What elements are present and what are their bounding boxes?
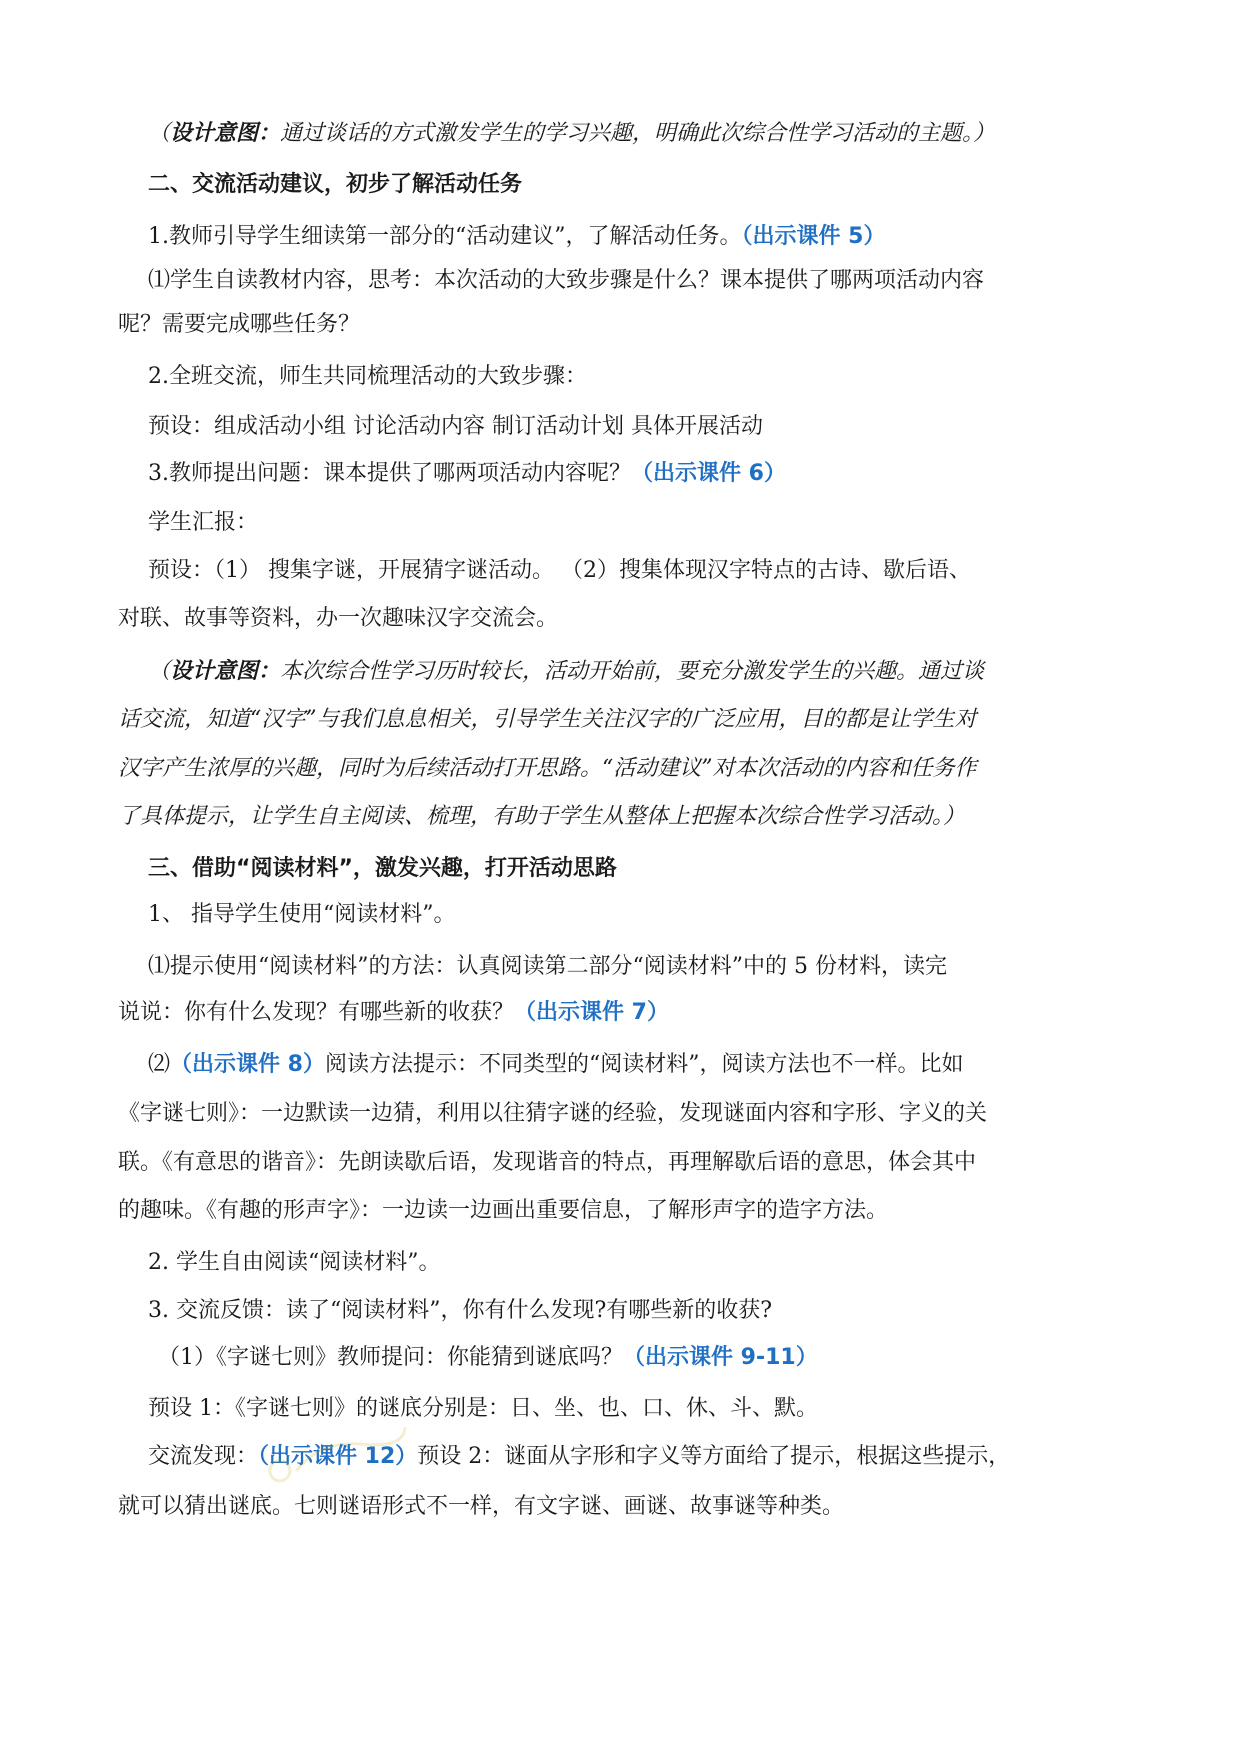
step-text: 交流发现： (148, 1444, 259, 1469)
step-text: 阅读方法提示：不同类型的“阅读材料”，阅读方法也不一样。比如 (324, 1052, 964, 1077)
paren-open: （ (148, 121, 171, 146)
paragraph-line: 预设：（1） 搜集字谜，开展猜字谜活动。 （2）搜集体现汉字特点的古诗、歇后语、 (148, 558, 971, 583)
design-intent-label: 设计意图： (170, 658, 281, 684)
paragraph-line: 联。《有意思的谐音》：先朗读歇后语，发现谐音的特点，再理解歇后语的意思，体会其中 (118, 1150, 977, 1175)
step-text: （1）《字谜七则》教师提问：你能猜到谜底吗？ (158, 1345, 623, 1370)
paragraph-line: 呢？需要完成哪些任务？ (118, 312, 361, 337)
paragraph-line: 学生汇报： (148, 510, 259, 535)
paragraph-line: 话交流，知道“汉字”与我们息息相关，引导学生关注汉字的广泛应用，目的都是让学生对 (118, 707, 977, 732)
section-heading-2: 二、交流活动建议，初步了解活动任务 (148, 172, 523, 197)
paragraph-line: ⑴学生自读教材内容，思考：本次活动的大致步骤是什么？课本提供了哪两项活动内容 (148, 268, 985, 293)
paragraph-line (148, 222, 885, 252)
paragraph-line: 2. 学生自由阅读“阅读材料”。 (148, 1250, 441, 1275)
design-intent-2 (148, 656, 984, 687)
paragraph-line: 2.全班交流，师生共同梳理活动的大致步骤： (148, 364, 587, 389)
step-text: 说说：你有什么发现？有哪些新的收获？ (118, 1000, 515, 1025)
design-intent-label: 设计意图： (170, 120, 281, 146)
courseware-ref: （出示课件 8） (170, 1052, 325, 1077)
paragraph-line: 了具体提示，让学生自主阅读、梳理，有助于学生从整体上把握本次综合性学习活动。） (118, 804, 966, 829)
paragraph-line: 3. 交流反馈：读了“阅读材料”，你有什么发现?有哪些新的收获? (148, 1298, 773, 1323)
paragraph-line: 的趣味。《有趣的形声字》：一边读一边画出重要信息，了解形声字的造字方法。 (118, 1198, 889, 1223)
paragraph-line: 预设：组成活动小组 讨论活动内容 制订活动计划 具体开展活动 (148, 414, 763, 439)
paragraph-line (158, 1343, 818, 1373)
courseware-ref: （出示课件 7） (514, 1000, 669, 1025)
paragraph-line: 就可以猜出谜底。七则谜语形式不一样，有文字谜、画谜、故事谜等种类。 (118, 1494, 845, 1519)
design-intent-text: 本次综合性学习历时较长，活动开始前，要充分激发学生的兴趣。通过谈 (280, 659, 985, 684)
paragraph-line: 预设 1：《字谜七则》的谜底分别是：日、坐、也、口、休、斗、默。 (148, 1396, 818, 1421)
watermark-logo-icon (260, 1413, 417, 1494)
step-text: 3.教师提出问题：课本提供了哪两项活动内容呢？ (148, 461, 631, 486)
paren-open: （ (148, 659, 171, 684)
step-text: 预设 2：谜面从字形和字义等方面给了提示，根据这些提示， (417, 1444, 1011, 1469)
courseware-ref: （出示课件 12） (258, 1444, 418, 1469)
paragraph-line (148, 459, 786, 489)
courseware-ref: （出示课件 6） (631, 461, 786, 486)
courseware-ref: （出示课件 9-11） (623, 1345, 818, 1370)
paragraph-line: 《字谜七则》：一边默读一边猜，利用以往猜字谜的经验，发现谜面内容和字形、字义的关 (118, 1101, 988, 1126)
paragraph-line: 1、 指导学生使用“阅读材料”。 (148, 902, 456, 927)
step-text: 1.教师引导学生细读第一部分的“活动建议”，了解活动任务。 (148, 224, 742, 249)
section-heading-3: 三、借助“阅读材料”，激发兴趣，打开活动思路 (148, 856, 617, 881)
paragraph-line (118, 998, 669, 1028)
design-intent-text: 通过谈话的方式激发学生的学习兴趣，明确此次综合性学习活动的主题。） (280, 121, 996, 146)
paragraph-line: ⑴提示使用“阅读材料”的方法：认真阅读第二部分“阅读材料”中的 5 份材料，读完 (148, 954, 947, 979)
paragraph-line (148, 1050, 963, 1080)
design-intent-1 (148, 118, 995, 149)
courseware-ref: （出示课件 5） (741, 224, 886, 249)
paragraph-line: 汉字产生浓厚的兴趣，同时为后续活动打开思路。“活动建议”对本次活动的内容和任务作 (118, 756, 977, 781)
item-marker: ⑵ (148, 1052, 171, 1077)
paragraph-line: 对联、故事等资料，办一次趣味汉字交流会。 (118, 606, 559, 631)
